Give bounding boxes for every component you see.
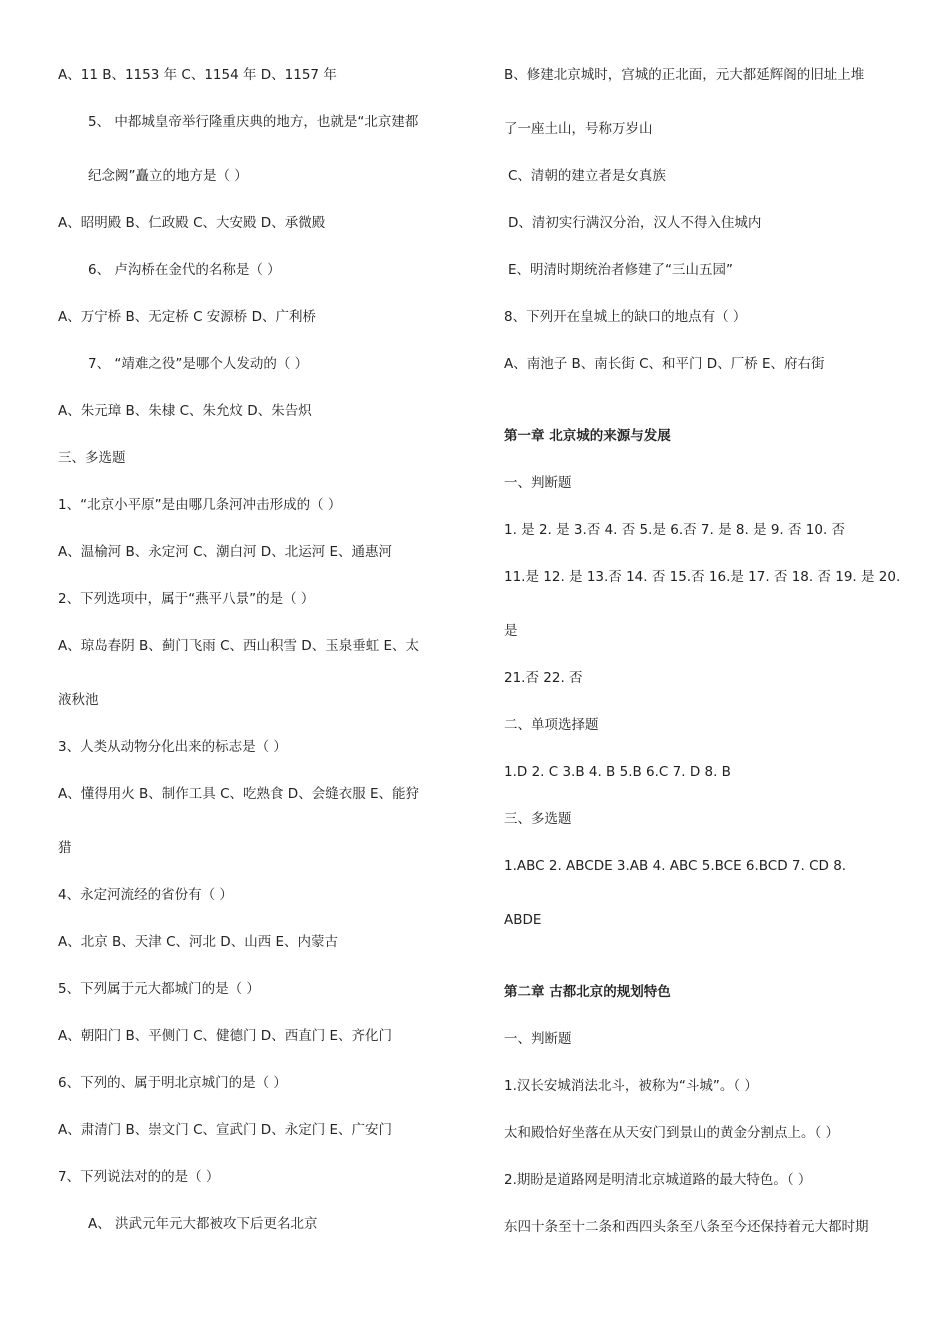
- mq5-options: A、朝阳门 B、平侧门 C、健德门 D、西直门 E、齐化门: [58, 1028, 393, 1044]
- ch1-mc-answers-cont: ABDE: [504, 912, 542, 928]
- q6-text: 6、 卢沟桥在金代的名称是（ ）: [88, 262, 281, 278]
- chapter-1-title: 第一章 北京城的来源与发展: [504, 428, 671, 444]
- mq5-text: 5、下列属于元大都城门的是（ ）: [58, 981, 260, 997]
- mq4-text: 4、永定河流经的省份有（ ）: [58, 887, 233, 903]
- mq7-option-c: C、清朝的建立者是女真族: [508, 168, 666, 184]
- mq2-options: A、琼岛春阴 B、蓟门飞雨 C、西山积雪 D、玉泉垂虹 E、太: [58, 638, 420, 654]
- mq3-options-cont: 猎: [58, 840, 72, 856]
- mq7-option-e: E、明清时期统治者修建了“三山五园”: [508, 262, 734, 278]
- mq7-option-b: B、修建北京城时，宫城的正北面，元大都延辉阁的旧址上堆: [504, 67, 865, 83]
- mq7-option-d: D、清初实行满汉分治，汉人不得入住城内: [508, 215, 762, 231]
- mq6-text: 6、下列的、属于明北京城门的是（ ）: [58, 1075, 287, 1091]
- ch2-tf-q2b: 东四十条至十二条和西四头条至八条至今还保持着元大都时期: [504, 1219, 869, 1235]
- ch2-tf-q1: 1.汉长安城消法北斗，被称为“斗城”。（ ）: [504, 1078, 758, 1094]
- mq3-text: 3、人类从动物分化出来的标志是（ ）: [58, 739, 287, 755]
- ch1-section-single-choice: 二、单项选择题: [504, 717, 599, 733]
- ch1-section-true-false: 一、判断题: [504, 475, 572, 491]
- q5-text: 5、 中都城皇帝举行隆重庆典的地方，也就是“北京建都: [88, 114, 419, 130]
- ch2-tf-q2: 2.期盼是道路网是明清北京城道路的最大特色。（ ）: [504, 1172, 812, 1188]
- mq3-options: A、懂得用火 B、制作工具 C、吃熟食 D、会缝衣服 E、能狩: [58, 786, 420, 802]
- ch2-tf-q1b: 太和殿恰好坐落在从天安门到景山的黄金分割点上。（ ）: [504, 1125, 840, 1141]
- mq7-option-b-cont: 了一座土山，号称万岁山: [504, 121, 653, 137]
- mq7-text: 7、下列说法对的的是（ ）: [58, 1169, 220, 1185]
- mq6-options: A、肃清门 B、崇文门 C、宣武门 D、永定门 E、广安门: [58, 1122, 393, 1138]
- ch1-sc-answers: 1.D 2. C 3.B 4. B 5.B 6.C 7. D 8. B: [504, 764, 731, 780]
- q5-options: A、昭明殿 B、仁政殿 C、大安殿 D、承微殿: [58, 215, 326, 231]
- ch1-tf-answers-2-cont: 是: [504, 623, 518, 639]
- q6-options: A、万宁桥 B、无定桥 C 安源桥 D、广利桥: [58, 309, 316, 325]
- q7-text: 7、 “靖难之役”是哪个人发动的（ ）: [88, 356, 309, 372]
- ch1-section-multiple-choice: 三、多选题: [504, 811, 572, 827]
- ch1-mc-answers: 1.ABC 2. ABCDE 3.AB 4. ABC 5.BCE 6.BCD 7. CD 8.: [504, 858, 847, 874]
- ch1-tf-answers-1: 1. 是 2. 是 3.否 4. 否 5.是 6.否 7. 是 8. 是 9. 否 10. 否: [504, 522, 846, 538]
- ch1-tf-answers-3: 21.否 22. 否: [504, 670, 583, 686]
- mq8-options: A、南池子 B、南长街 C、和平门 D、厂桥 E、府右街: [504, 356, 825, 372]
- mq1-options: A、温榆河 B、永定河 C、潮白河 D、北运河 E、通惠河: [58, 544, 393, 560]
- q5-text-cont: 纪念阙”矗立的地方是（ ）: [88, 168, 248, 184]
- mq2-text: 2、下列选项中，属于“燕平八景”的是（ ）: [58, 591, 315, 607]
- ch2-section-true-false: 一、判断题: [504, 1031, 572, 1047]
- mq7-option-a: A、 洪武元年元大都被攻下后更名北京: [88, 1216, 318, 1232]
- q7-options: A、朱元璋 B、朱棣 C、朱允炆 D、朱告炽: [58, 403, 312, 419]
- ch1-tf-answers-2: 11.是 12. 是 13.否 14. 否 15.否 16.是 17. 否 18. 否 19. 是 20.: [504, 569, 901, 585]
- mq4-options: A、北京 B、天津 C、河北 D、山西 E、内蒙古: [58, 934, 339, 950]
- section-multiple-choice: 三、多选题: [58, 450, 126, 466]
- mq1-text: 1、“北京小平原”是由哪几条河冲击形成的（ ）: [58, 497, 342, 513]
- mq8-text: 8、下列开在皇城上的缺口的地点有（ ）: [504, 309, 747, 325]
- chapter-2-title: 第二章 古都北京的规划特色: [504, 984, 671, 1000]
- mq2-options-cont: 液秋池: [58, 692, 99, 708]
- q4-options: A、11 B、1153 年 C、1154 年 D、1157 年: [58, 67, 337, 83]
